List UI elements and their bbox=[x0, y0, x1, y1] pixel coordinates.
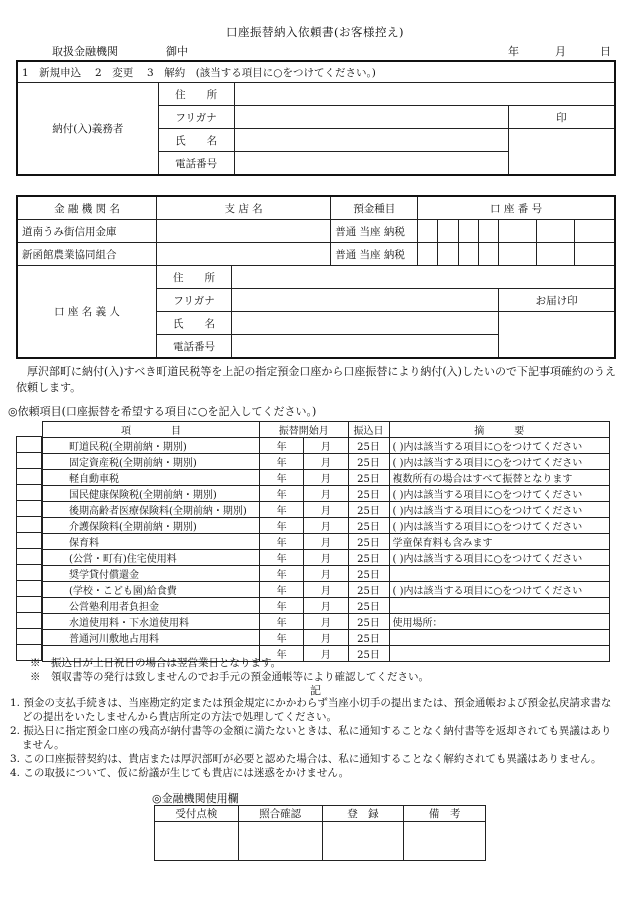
payer-label: 納付(入)義務者 bbox=[17, 83, 158, 176]
acct-digit[interactable] bbox=[418, 220, 438, 243]
item-start-year[interactable]: 年 bbox=[260, 550, 304, 566]
item-name: (学校・こども園)給食費 bbox=[43, 582, 260, 598]
item-name: 水道使用料・下水道使用料 bbox=[43, 614, 260, 630]
gochu-label: 御中 bbox=[166, 45, 188, 58]
item-check-box[interactable] bbox=[17, 517, 42, 533]
item-name: 奨学貸付償還金 bbox=[43, 566, 260, 582]
note-weekend: ※ 振込日が土日祝日の場合は翌営業日となります。 bbox=[30, 657, 282, 669]
check-header-spacer bbox=[17, 421, 42, 437]
item-day: 25日 bbox=[348, 454, 389, 470]
item-name: 介護保険料(全期前納・期別) bbox=[43, 518, 260, 534]
acct-digit[interactable] bbox=[458, 220, 478, 243]
item-row bbox=[43, 566, 610, 582]
item-start-year[interactable]: 年 bbox=[260, 566, 304, 582]
col-branch: 支 店 名 bbox=[157, 196, 331, 220]
item-check-box[interactable] bbox=[17, 629, 42, 645]
item-name: 町道民税(全期前納・期別) bbox=[43, 438, 260, 454]
payer-phone-label: 電話番号 bbox=[158, 152, 234, 176]
item-day: 25日 bbox=[348, 630, 389, 646]
item-day: 25日 bbox=[348, 566, 389, 582]
acct-digit[interactable] bbox=[575, 243, 615, 266]
year-label: 年 bbox=[508, 45, 519, 58]
term-2: 2. 振込日に指定預金口座の残高が納付書等の金額に満たないときは、私に通知することなく納付書等を返却されても異議はありません。 bbox=[10, 725, 612, 751]
item-check-box[interactable] bbox=[17, 533, 42, 549]
bank-row1-type[interactable]: 普通 当座 納税 bbox=[331, 220, 418, 243]
items-col-item: 項 目 bbox=[43, 422, 260, 438]
acct-digit[interactable] bbox=[575, 220, 615, 243]
request-text: 厚沢部町に納付(入)すべき町道民税等を上記の指定預金口座から口座振替により納付(入)したいので下記事項確約のうえ依頼します。 bbox=[16, 365, 616, 394]
bank-row1-name: 道南うみ街信用金庫 bbox=[17, 220, 157, 243]
item-note: ( )内は該当する項目に○をつけてください bbox=[389, 486, 609, 502]
acct-digit[interactable] bbox=[479, 243, 499, 266]
item-check-box[interactable] bbox=[17, 453, 42, 469]
item-start-year[interactable]: 年 bbox=[260, 614, 304, 630]
form-title: 口座振替納入依頼書(お客様控え) bbox=[226, 25, 404, 39]
office-cell-verify[interactable] bbox=[238, 822, 322, 861]
item-start-year[interactable]: 年 bbox=[260, 454, 304, 470]
item-start-month[interactable]: 月 bbox=[304, 566, 348, 582]
item-note: ( )内は該当する項目に○をつけてください bbox=[389, 454, 609, 470]
item-start-month[interactable]: 月 bbox=[304, 614, 348, 630]
item-row bbox=[43, 598, 610, 614]
items-col-day: 振込日 bbox=[348, 422, 389, 438]
item-note: ( )内は該当する項目に○をつけてください bbox=[389, 438, 609, 454]
bank-row2-type[interactable]: 普通 当座 納税 bbox=[331, 243, 418, 266]
item-note: 複数所有の場合はすべて振替となります bbox=[389, 470, 609, 486]
item-row bbox=[43, 502, 610, 518]
item-note bbox=[389, 566, 609, 582]
item-day: 25日 bbox=[348, 518, 389, 534]
item-check-box[interactable] bbox=[17, 501, 42, 517]
payer-furigana-label: フリガナ bbox=[158, 106, 234, 129]
holder-furigana-field[interactable] bbox=[232, 289, 499, 312]
acct-digit[interactable] bbox=[499, 243, 537, 266]
holder-address-label: 住 所 bbox=[157, 266, 232, 289]
item-row bbox=[43, 630, 610, 646]
item-start-year[interactable]: 年 bbox=[260, 518, 304, 534]
holder-furigana-label: フリガナ bbox=[157, 289, 232, 312]
item-start-year[interactable]: 年 bbox=[260, 582, 304, 598]
item-note bbox=[389, 630, 609, 646]
payer-furigana-field[interactable] bbox=[234, 106, 508, 129]
item-note bbox=[389, 598, 609, 614]
item-name: 保育料 bbox=[43, 534, 260, 550]
acct-digit[interactable] bbox=[537, 243, 575, 266]
item-check-box[interactable] bbox=[17, 549, 42, 565]
acct-digit[interactable] bbox=[479, 220, 499, 243]
item-start-month[interactable]: 月 bbox=[304, 534, 348, 550]
holder-phone-field[interactable] bbox=[232, 335, 499, 359]
item-day: 25日 bbox=[348, 486, 389, 502]
col-deposit-type: 預金種目 bbox=[331, 196, 418, 220]
item-row bbox=[43, 582, 610, 598]
item-day: 25日 bbox=[348, 438, 389, 454]
item-start-month[interactable]: 月 bbox=[304, 470, 348, 486]
item-row bbox=[43, 518, 610, 534]
day-label: 日 bbox=[600, 45, 611, 58]
holder-label: 口 座 名 義 人 bbox=[17, 266, 157, 359]
acct-digit[interactable] bbox=[438, 220, 458, 243]
item-check-box[interactable] bbox=[17, 597, 42, 613]
item-start-year[interactable]: 年 bbox=[260, 630, 304, 646]
item-day: 25日 bbox=[348, 614, 389, 630]
term-1: 1. 預金の支払手続きは、当座勘定約定または預金規定にかかわらず当座小切手の提出または、預金通帳および預金払戻請求書などの提出をいたしませんから貴店所定の方法で処理してください。 bbox=[10, 697, 612, 723]
item-start-year[interactable]: 年 bbox=[260, 534, 304, 550]
holder-seal-label: お届け印 bbox=[499, 289, 615, 312]
items-col-start: 振替開始月 bbox=[260, 422, 349, 438]
item-start-month[interactable]: 月 bbox=[304, 550, 348, 566]
payer-address-label: 住 所 bbox=[158, 83, 234, 106]
office-table bbox=[154, 805, 486, 861]
holder-name-field[interactable] bbox=[232, 312, 499, 335]
item-start-year[interactable]: 年 bbox=[260, 486, 304, 502]
holder-name-label: 氏 名 bbox=[157, 312, 232, 335]
office-cell-remarks[interactable] bbox=[404, 822, 486, 861]
item-start-year[interactable]: 年 bbox=[260, 646, 304, 662]
acct-digit[interactable] bbox=[458, 243, 478, 266]
payer-phone-field[interactable] bbox=[234, 152, 508, 176]
item-row bbox=[43, 470, 610, 486]
bank-label: 取扱金融機関 bbox=[52, 45, 118, 58]
term-3: 3. この口座振替契約は、貴店または厚沢部町が必要と認めた場合は、私に通知することなく解約されても異議はありません。 bbox=[10, 753, 602, 765]
bank-row2-name: 新函館農業協同組合 bbox=[17, 243, 157, 266]
item-name: 軽自動車税 bbox=[43, 470, 260, 486]
col-account-number: 口 座 番 号 bbox=[418, 196, 615, 220]
payer-address-field[interactable] bbox=[234, 83, 615, 106]
item-check-box[interactable] bbox=[17, 581, 42, 597]
item-check-box[interactable] bbox=[17, 485, 42, 501]
payer-table bbox=[16, 60, 616, 176]
item-row bbox=[43, 534, 610, 550]
item-note: ( )内は該当する項目に○をつけてください bbox=[389, 518, 609, 534]
item-note: 使用場所： bbox=[389, 614, 609, 630]
office-col-reception: 受付点検 bbox=[155, 806, 239, 822]
item-start-month[interactable]: 月 bbox=[304, 598, 348, 614]
term-4: 4. この取扱について、仮に紛議が生じても貴店には迷惑をかけません。 bbox=[10, 767, 350, 779]
office-col-register: 登 録 bbox=[322, 806, 404, 822]
item-name: 固定資産税(全期前納・期別) bbox=[43, 454, 260, 470]
items-table bbox=[42, 421, 610, 662]
notes bbox=[30, 656, 620, 684]
office-title: ◎金融機関使用欄 bbox=[152, 792, 239, 805]
item-start-year[interactable]: 年 bbox=[260, 502, 304, 518]
bank-table bbox=[16, 195, 616, 359]
application-options[interactable]: 1 新規申込 2 変更 3 解約 (該当する項目に○をつけてください。) bbox=[17, 61, 615, 83]
acct-digit[interactable] bbox=[537, 220, 575, 243]
item-start-month[interactable]: 月 bbox=[304, 486, 348, 502]
item-name: 公営塾利用者負担金 bbox=[43, 598, 260, 614]
holder-address-field[interactable] bbox=[232, 266, 616, 289]
item-day: 25日 bbox=[348, 582, 389, 598]
col-bank-name: 金 融 機 関 名 bbox=[17, 196, 157, 220]
item-note: 学童保育料も含みます bbox=[389, 534, 609, 550]
item-note: ( )内は該当する項目に○をつけてください bbox=[389, 582, 609, 598]
item-day: 25日 bbox=[348, 598, 389, 614]
acct-digit[interactable] bbox=[438, 243, 458, 266]
item-start-year[interactable]: 年 bbox=[260, 598, 304, 614]
item-check-box[interactable] bbox=[17, 565, 42, 581]
item-day: 25日 bbox=[348, 646, 389, 662]
items-title: ◎依頼項目(口座振替を希望する項目に○を記入してください。) bbox=[8, 405, 317, 418]
item-check-box[interactable] bbox=[17, 437, 42, 453]
terms bbox=[10, 696, 616, 780]
item-note: ( )内は該当する項目に○をつけてください bbox=[389, 502, 609, 518]
item-check-box[interactable] bbox=[17, 469, 42, 485]
item-row bbox=[43, 454, 610, 470]
office-cell-reception[interactable] bbox=[155, 822, 239, 861]
item-name: 後期高齢者医療保険料(全期前納・期別) bbox=[43, 502, 260, 518]
item-day: 25日 bbox=[348, 470, 389, 486]
item-start-month[interactable]: 月 bbox=[304, 646, 348, 662]
item-note: ( )内は該当する項目に○をつけてください bbox=[389, 550, 609, 566]
item-start-month[interactable]: 月 bbox=[304, 454, 348, 470]
item-name: (公営・町有)住宅使用料 bbox=[43, 550, 260, 566]
item-start-year[interactable]: 年 bbox=[260, 470, 304, 486]
item-name: 普通河川敷地占用料 bbox=[43, 630, 260, 646]
item-start-month[interactable]: 月 bbox=[304, 438, 348, 454]
items-col-note: 摘 要 bbox=[389, 422, 609, 438]
item-start-month[interactable]: 月 bbox=[304, 518, 348, 534]
payer-name-label: 氏 名 bbox=[158, 129, 234, 152]
item-name: 国民健康保険税(全期前納・期別) bbox=[43, 486, 260, 502]
month-label: 月 bbox=[555, 45, 566, 58]
office-col-remarks: 備 考 bbox=[404, 806, 486, 822]
item-row bbox=[43, 438, 610, 454]
item-day: 25日 bbox=[348, 550, 389, 566]
item-start-year[interactable]: 年 bbox=[260, 438, 304, 454]
item-check-box[interactable] bbox=[17, 613, 42, 629]
item-start-month[interactable]: 月 bbox=[304, 630, 348, 646]
bank-row1-branch[interactable] bbox=[157, 220, 331, 243]
holder-phone-label: 電話番号 bbox=[157, 335, 232, 359]
ki-label: 記 bbox=[310, 684, 321, 697]
acct-digit[interactable] bbox=[418, 243, 438, 266]
office-col-verify: 照合確認 bbox=[238, 806, 322, 822]
item-row bbox=[43, 486, 610, 502]
payer-name-field[interactable] bbox=[234, 129, 508, 152]
acct-digit[interactable] bbox=[499, 220, 537, 243]
item-row bbox=[43, 614, 610, 630]
item-start-month[interactable]: 月 bbox=[304, 582, 348, 598]
payer-seal-field[interactable] bbox=[508, 129, 615, 176]
note-receipt: ※ 領収書等の発行は致しませんのでお手元の預金通帳等により確認してください。 bbox=[30, 671, 429, 683]
bank-row2-branch[interactable] bbox=[157, 243, 331, 266]
payer-seal-label: 印 bbox=[508, 106, 615, 129]
items-check-column bbox=[16, 421, 42, 661]
holder-seal-field[interactable] bbox=[499, 312, 615, 359]
item-day: 25日 bbox=[348, 502, 389, 518]
item-row bbox=[43, 550, 610, 566]
item-day: 25日 bbox=[348, 534, 389, 550]
item-start-month[interactable]: 月 bbox=[304, 502, 348, 518]
office-cell-register[interactable] bbox=[322, 822, 404, 861]
